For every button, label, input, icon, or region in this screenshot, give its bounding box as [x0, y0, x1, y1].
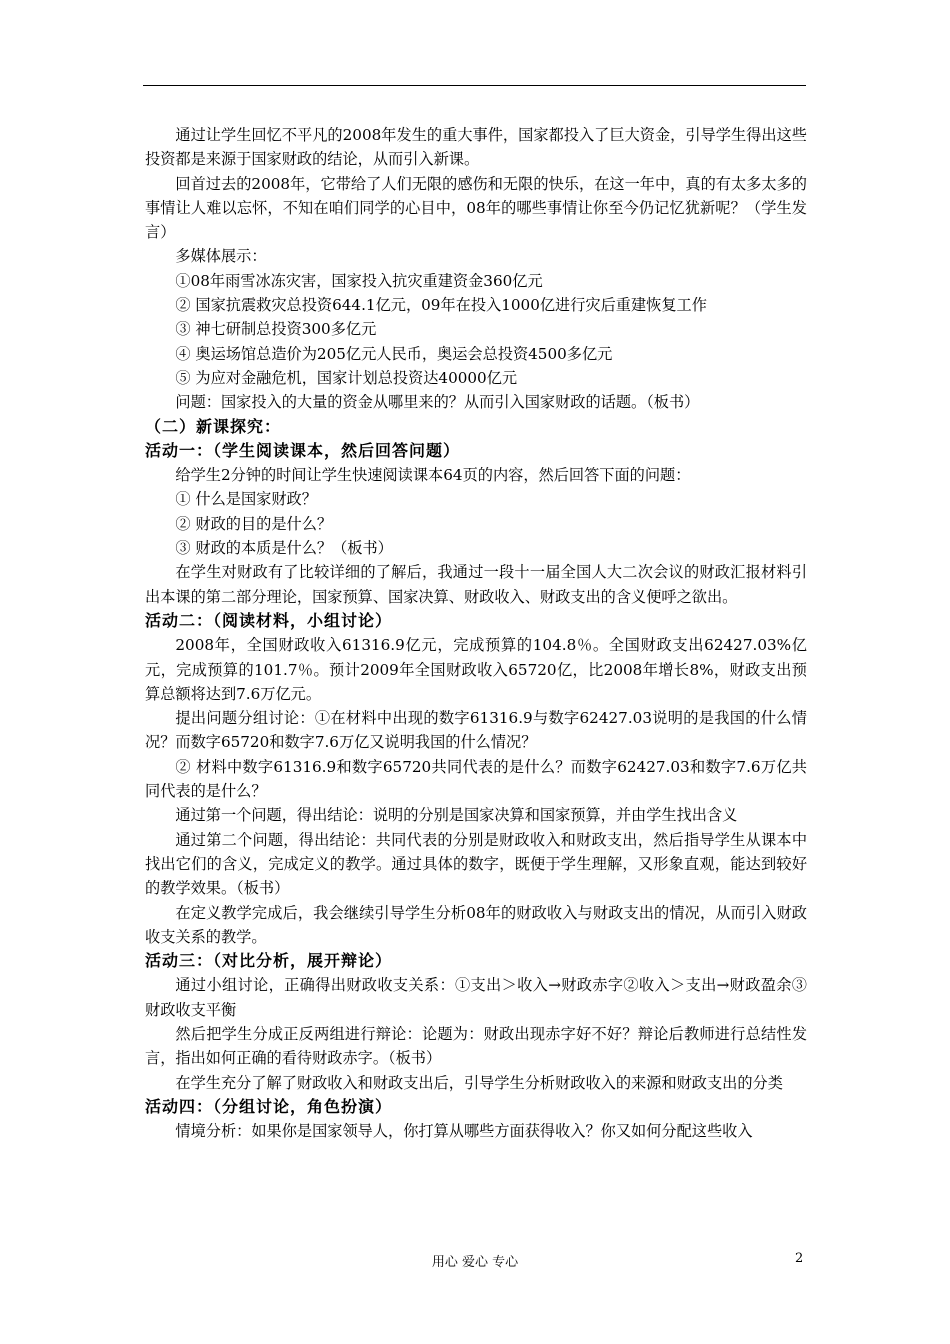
paragraph: 多媒体展示： — [175, 247, 267, 266]
document-body — [145, 123, 807, 1143]
footer-text: 用心 爱心 专心 — [431, 1255, 519, 1270]
paragraph: 通过小组讨论，正确得出财政收支关系：①支出＞收入→财政赤字②收入＞支出→财政盈余③财政收支平衡 — [145, 976, 807, 1019]
paragraph: 通过第一个问题，得出结论：说明的分别是国家决算和国家预算，并由学生找出含义 — [175, 806, 738, 825]
paragraph: ② 材料中数字61316.9和数字65720共同代表的是什么？而数字62427.03和数字7.6万亿共同代表的是什么？ — [145, 757, 807, 801]
section-heading: 活动四：（分组讨论，角色扮演） — [145, 1096, 393, 1116]
section-heading: 活动二：（阅读材料，小组讨论） — [145, 610, 393, 630]
paragraph: 提出问题分组讨论：①在材料中出现的数字61316.9与数字62427.03说明的是我国的什么情况？而数字65720和数字7.6万亿又说明我国的什么情况？ — [145, 709, 807, 752]
section-heading: （二）新课探究： — [145, 416, 282, 436]
paragraph: ④ 奥运场馆总造价为205亿元人民币，奥运会总投资4500多亿元 — [175, 344, 613, 363]
paragraph: 问题：国家投入的大量的资金从哪里来的？从而引入国家财政的话题。（板书） — [175, 393, 700, 412]
paragraph: 通过第二个问题，得出结论：共同代表的分别是财政收入和财政支出，然后指导学生从课本中找出它们的含义，完成定义的教学。通过具体的数字，既便于学生理解，又形象直观，能达到较好的教学效果。（板书） — [145, 830, 807, 898]
paragraph: 然后把学生分成正反两组进行辩论：论题为：财政出现赤字好不好？辩论后教师进行总结性发言，指出如何正确的看待财政赤字。（板书） — [145, 1024, 807, 1068]
paragraph: ② 国家抗震救灾总投资644.1亿元，09年在投入1000亿进行灾后重建恢复工作 — [175, 296, 707, 315]
page-number: 2 — [795, 1251, 804, 1266]
paragraph: ①08年雨雪冰冻灾害，国家投入抗灾重建资金360亿元 — [175, 271, 543, 290]
paragraph: ③ 神七研制总投资300多亿元 — [175, 320, 377, 339]
paragraph: 情境分析：如果你是国家领导人，你打算从哪些方面获得收入？你又如何分配这些收入 — [175, 1122, 753, 1141]
paragraph: 通过让学生回忆不平凡的2008年发生的重大事件，国家都投入了巨大资金，引导学生得出这些投资都是来源于国家财政的结论，从而引入新课。 — [145, 126, 807, 169]
header-rule — [143, 85, 806, 86]
paragraph: 在定义教学完成后，我会继续引导学生分析08年的财政收入与财政支出的情况，从而引入财政收支关系的教学。 — [145, 903, 807, 946]
paragraph: 2008年，全国财政收入61316.9亿元，完成预算的104.8％。全国财政支出62427.03%亿元，完成预算的101.7％。预计2009年全国财政收入65720亿，比2008年增长8%，财政支出预算总额将达到7.6万亿元。 — [145, 636, 807, 703]
paragraph: 在学生对财政有了比较详细的了解后，我通过一段十一届全国人大二次会议的财政汇报材料引出本课的第二部分理论，国家预算、国家决算、财政收入、财政支出的含义便呼之欲出。 — [145, 563, 807, 606]
paragraph: ③ 财政的本质是什么？（板书） — [175, 539, 393, 558]
paragraph: ⑤ 为应对金融危机，国家计划总投资达40000亿元 — [175, 368, 518, 387]
section-heading: 活动三：（对比分析，展开辩论） — [145, 951, 393, 971]
paragraph: 给学生2分钟的时间让学生快速阅读课本64页的内容，然后回答下面的问题： — [175, 466, 691, 485]
paragraph: ② 财政的目的是什么？ — [175, 514, 333, 533]
paragraph: 在学生充分了解了财政收入和财政支出后，引导学生分析财政收入的来源和财政支出的分类 — [175, 1073, 783, 1092]
section-heading: 活动一：（学生阅读课本，然后回答问题） — [145, 440, 461, 460]
paragraph: 回首过去的2008年，它带给了人们无限的感伤和无限的快乐，在这一年中，真的有太多太多的事情让人难以忘怀，不知在咱们同学的心目中，08年的哪些事情让你至今仍记忆犹新呢？（学生发言） — [145, 174, 807, 242]
paragraph: ① 什么是国家财政？ — [175, 490, 317, 509]
